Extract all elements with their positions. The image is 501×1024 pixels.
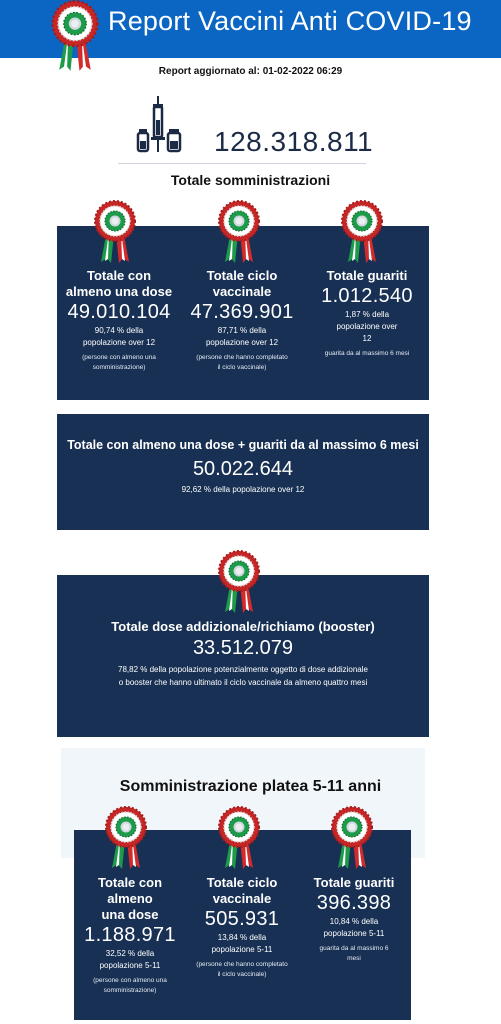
- stat-title: Totale guariti: [326, 268, 408, 283]
- combined-title: Totale con almeno una dose + guariti da al massimo 6 mesi: [67, 438, 419, 452]
- stat-note: guarita da al massimo 6 mesi: [319, 945, 389, 962]
- stat-value: 1.012.540: [321, 285, 413, 307]
- italian-cockade-icon: [46, 0, 104, 72]
- combined-card: [57, 414, 429, 530]
- report-updated-timestamp: Report aggiornato al: 01-02-2022 06:29: [158, 66, 343, 77]
- header-bar: [0, 0, 501, 58]
- kids-stat-at-least-one-dose: [78, 875, 182, 996]
- stat-value: 396.398: [316, 892, 392, 914]
- stat-note: (persone che hanno completato il ciclo vaccinale): [196, 354, 288, 371]
- stat-value: 49.010.104: [67, 301, 171, 323]
- italian-cockade-icon: [340, 200, 384, 264]
- stat-title: Totale con almeno una dose: [97, 875, 163, 922]
- page-title: Report Vaccini Anti COVID-19: [108, 6, 472, 36]
- stat-note: (persone con almeno una somministrazione): [82, 354, 156, 371]
- kids-stat-recovered: [302, 875, 406, 964]
- italian-cockade-icon: [330, 806, 374, 870]
- stat-percent: 13,84 % della popolazione 5-11: [211, 933, 273, 954]
- booster-description: 78,82 % della popolazione potenzialmente oggetto di dose addizionale o booster che hanno ultimato il ciclo vaccinale da almeno quattro mesi: [118, 665, 368, 687]
- divider: [118, 163, 366, 164]
- kids-section-title: Somministrazione platea 5-11 anni: [119, 778, 382, 795]
- italian-cockade-icon: [217, 200, 261, 264]
- italian-cockade-icon: [217, 550, 261, 614]
- stat-percent: 90,74 % della popolazione over 12: [82, 326, 156, 347]
- italian-cockade-icon: [104, 806, 148, 870]
- italian-cockade-icon: [93, 200, 137, 264]
- booster-value: 33.512.079: [192, 637, 294, 659]
- kids-stat-full-cycle: [188, 875, 296, 980]
- booster-title: Totale dose addizionale/richiamo (booster): [111, 619, 375, 634]
- stat-value: 505.931: [204, 908, 280, 930]
- stat-at-least-one-dose: [63, 268, 175, 373]
- stat-note: guarita da al massimo 6 mesi: [324, 350, 410, 357]
- total-administrations-label: Totale somministrazioni: [170, 172, 331, 188]
- syringe-vials-icon: [136, 96, 184, 154]
- stat-note: (persone che hanno completato il ciclo vaccinale): [196, 961, 288, 978]
- stat-title: Totale ciclo vaccinale: [206, 875, 278, 906]
- stat-percent: 1,87 % della popolazione over 12: [336, 310, 398, 343]
- stat-percent: 32,52 % della popolazione 5-11: [99, 949, 161, 970]
- italian-cockade-icon: [217, 806, 261, 870]
- stat-percent: 87,71 % della popolazione over 12: [205, 326, 279, 347]
- combined-value: 50.022.644: [192, 458, 294, 480]
- stat-full-cycle: [184, 268, 300, 373]
- stat-note: (persone con almeno una somministrazione): [93, 977, 167, 994]
- stat-recovered: [311, 268, 423, 359]
- combined-percent: 92,62 % della popolazione over 12: [181, 485, 305, 494]
- stat-title: Totale con almeno una dose: [65, 268, 173, 299]
- stat-value: 47.369.901: [190, 301, 294, 323]
- total-administrations-value: 128.318.811: [214, 126, 374, 157]
- stat-title: Totale ciclo vaccinale: [206, 268, 278, 299]
- stat-title: Totale guariti: [313, 875, 395, 890]
- stat-percent: 10,84 % della popolazione 5-11: [323, 917, 385, 938]
- stat-value: 1.188.971: [84, 924, 176, 946]
